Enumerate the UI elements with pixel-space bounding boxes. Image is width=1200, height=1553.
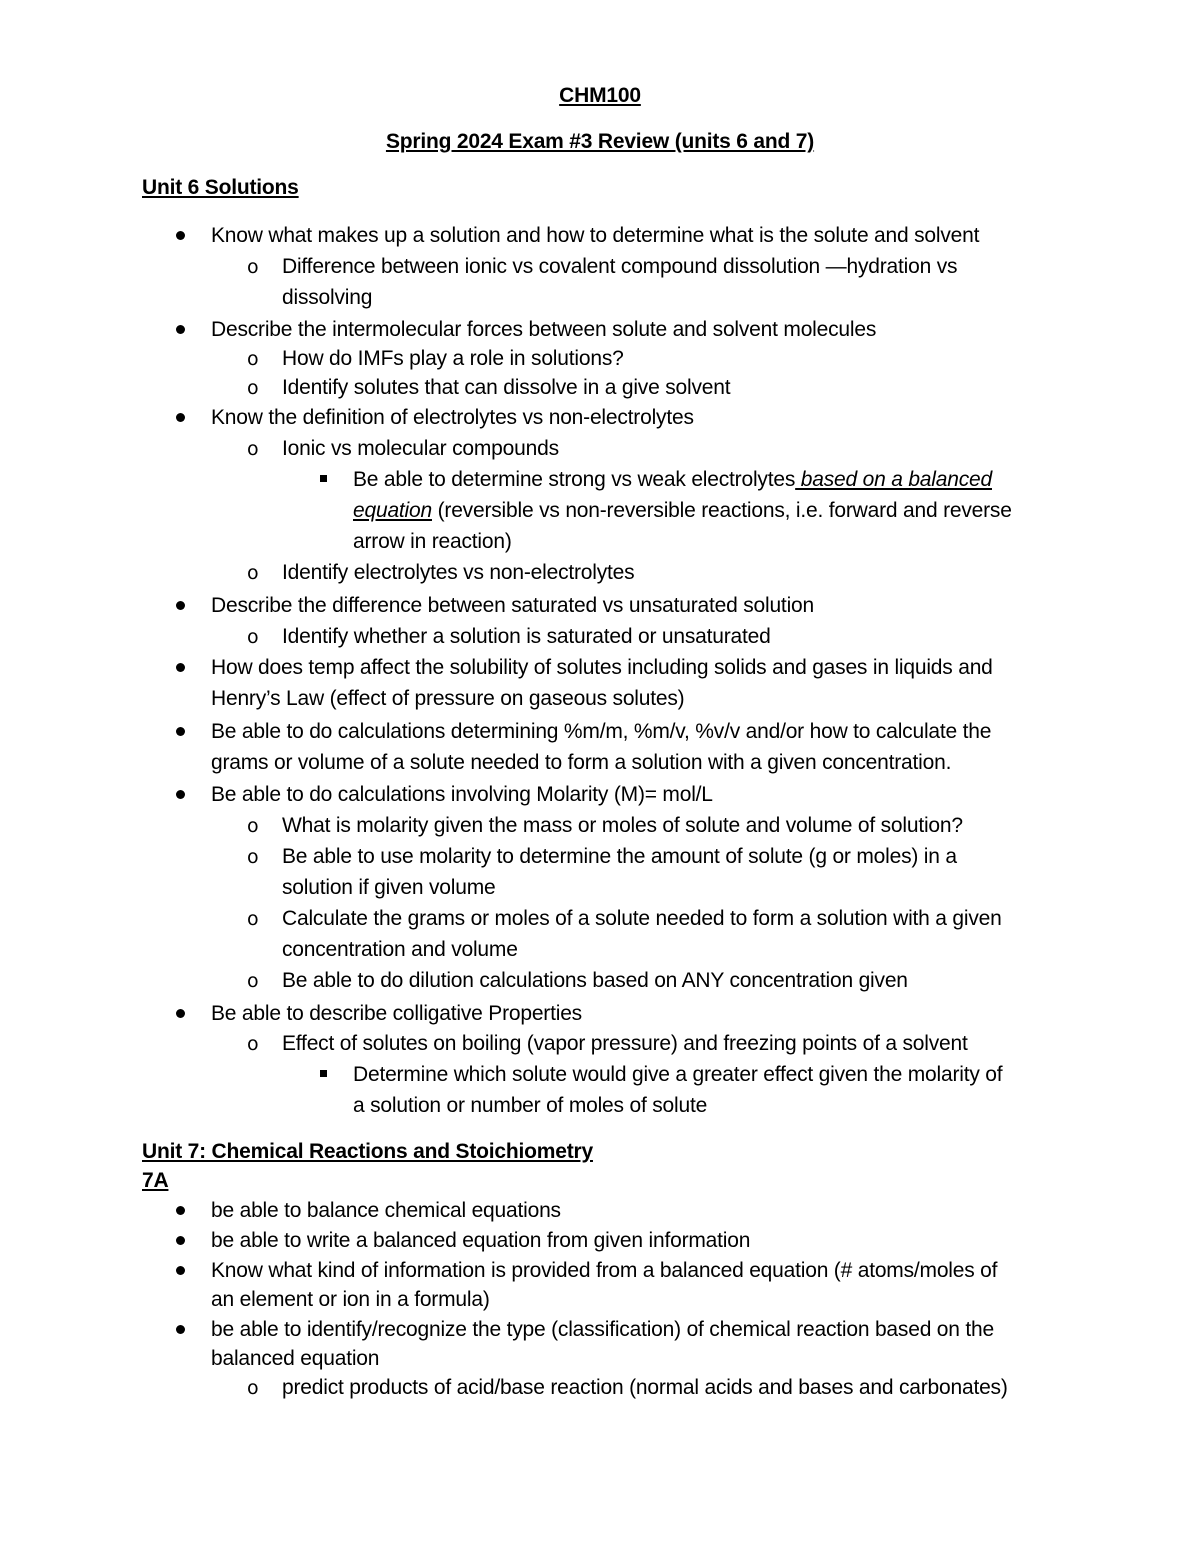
list-item: Be able to do dilution calculations based on ANY concentration given	[282, 969, 908, 992]
bullet-icon	[176, 1206, 185, 1215]
list-item-continued: a solution or number of moles of solute	[353, 1094, 708, 1117]
list-item: Calculate the grams or moles of a solute needed to form a solution with a given	[282, 907, 1002, 930]
list-item-continued: concentration and volume	[282, 938, 518, 961]
circle-bullet-icon: o	[247, 626, 259, 648]
list-item: How do IMFs play a role in solutions?	[282, 347, 624, 370]
list-item-continued: arrow in reaction)	[353, 530, 512, 553]
bullet-icon	[176, 231, 185, 240]
circle-bullet-icon: o	[247, 815, 259, 837]
bullet-icon	[176, 663, 185, 672]
list-item: be able to identify/recognize the type (classification) of chemical reaction based on the	[211, 1318, 994, 1341]
list-item: Describe the difference between saturated vs unsaturated solution	[211, 594, 814, 617]
circle-bullet-icon: o	[247, 970, 259, 992]
list-item-continued: an element or ion in a formula)	[211, 1288, 490, 1311]
list-item: Difference between ionic vs covalent compound dissolution —hydration vs	[282, 255, 958, 278]
bullet-icon	[176, 1236, 185, 1245]
circle-bullet-icon: o	[247, 1377, 259, 1399]
list-item: Determine which solute would give a greater effect given the molarity of	[353, 1063, 1003, 1086]
unit7-heading: Unit 7: Chemical Reactions and Stoichiometry	[142, 1140, 593, 1163]
circle-bullet-icon: o	[247, 1033, 259, 1055]
list-item: be able to balance chemical equations	[211, 1199, 561, 1222]
list-item: Be able to do calculations determining %m/m, %m/v, %v/v and/or how to calculate the	[211, 720, 992, 743]
list-item: Identify solutes that can dissolve in a give solvent	[282, 376, 731, 399]
list-item-continued: grams or volume of a solute needed to form a solution with a given concentration.	[211, 751, 952, 774]
bullet-icon	[176, 1266, 185, 1275]
circle-bullet-icon: o	[247, 348, 259, 370]
circle-bullet-icon: o	[247, 256, 259, 278]
list-item: be able to write a balanced equation from given information	[211, 1229, 751, 1252]
list-item: Know what makes up a solution and how to determine what is the solute and solvent	[211, 224, 980, 247]
square-bullet-icon	[320, 1070, 327, 1077]
list-item: Describe the intermolecular forces between solute and solvent molecules	[211, 318, 877, 341]
unit6-heading: Unit 6 Solutions	[142, 176, 299, 199]
list-item: Know what kind of information is provided from a balanced equation (# atoms/moles of	[211, 1259, 998, 1282]
bullet-icon	[176, 601, 185, 610]
circle-bullet-icon: o	[247, 377, 259, 399]
circle-bullet-icon: o	[247, 908, 259, 930]
list-item-continued: equation (reversible vs non-reversible reactions, i.e. forward and reverse	[353, 499, 1012, 522]
circle-bullet-icon: o	[247, 846, 259, 868]
list-item: Identify electrolytes vs non-electrolytes	[282, 561, 635, 584]
bullet-icon	[176, 413, 185, 422]
list-item: Identify whether a solution is saturated or unsaturated	[282, 625, 771, 648]
list-item: Be able to do calculations involving Molarity (M)= mol/L	[211, 783, 713, 806]
list-item: Effect of solutes on boiling (vapor pressure) and freezing points of a solvent	[282, 1032, 968, 1055]
list-item-continued: balanced equation	[211, 1347, 380, 1370]
list-item-continued: dissolving	[282, 286, 373, 309]
list-item: Be able to describe colligative Properties	[211, 1002, 582, 1025]
list-item: Ionic vs molecular compounds	[282, 437, 559, 460]
list-item: Be able to use molarity to determine the amount of solute (g or moles) in a	[282, 845, 957, 868]
list-item: Know the definition of electrolytes vs non-electrolytes	[211, 406, 694, 429]
list-item: predict products of acid/base reaction (normal acids and bases and carbonates)	[282, 1376, 1008, 1399]
circle-bullet-icon: o	[247, 562, 259, 584]
circle-bullet-icon: o	[247, 438, 259, 460]
list-item-continued: solution if given volume	[282, 876, 496, 899]
list-item: What is molarity given the mass or moles of solute and volume of solution?	[282, 814, 963, 837]
bullet-icon	[176, 790, 185, 799]
list-item: How does temp affect the solubility of solutes including solids and gases in liquids and	[211, 656, 993, 679]
bullet-icon	[176, 1009, 185, 1018]
unit7-subheading: 7A	[142, 1169, 169, 1192]
page-title: Spring 2024 Exam #3 Review (units 6 and 7)	[385, 130, 815, 153]
bullet-icon	[176, 727, 185, 736]
bullet-icon	[176, 325, 185, 334]
list-item-continued: Henry’s Law (effect of pressure on gaseous solutes)	[211, 687, 685, 710]
list-item: Be able to determine strong vs weak electrolytes based on a balanced	[353, 468, 992, 491]
square-bullet-icon	[320, 475, 327, 482]
bullet-icon	[176, 1325, 185, 1334]
course-title: CHM100	[559, 84, 641, 107]
